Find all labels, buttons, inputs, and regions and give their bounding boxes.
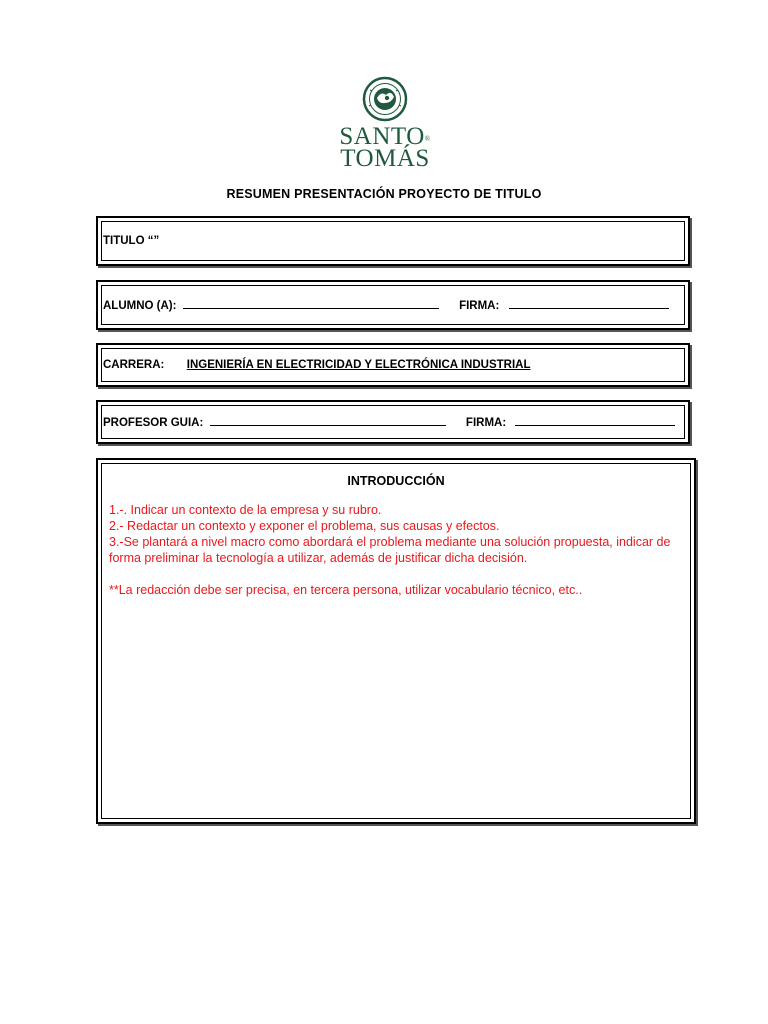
profesor-firma-label: FIRMA:: [465, 417, 507, 429]
alumno-name-line[interactable]: [183, 298, 439, 309]
instruction-item-3: 3.-Se plantará a nivel macro como abordará el problema mediante una solución propuesta, indicar de forma preliminar la tecnología a utilizar, además de justificar dicha decisión.: [109, 535, 671, 565]
profesor-name-line[interactable]: [210, 415, 446, 426]
profesor-box: [96, 400, 690, 444]
introduccion-box[interactable]: [96, 458, 696, 824]
document-title: RESUMEN PRESENTACIÓN PROYECTO DE TITULO: [226, 187, 542, 201]
alumno-firma-label: FIRMA:: [459, 300, 500, 312]
instruction-item-1: 1.-. Indicar un contexto de la empresa y su rubro.: [109, 503, 382, 517]
brand-line-2: TOMÁS: [340, 145, 430, 172]
alumno-box: [96, 280, 690, 330]
registered-mark: ®: [424, 135, 431, 143]
brand-line-1: SANTO: [339, 123, 425, 150]
instruction-item-2: 2.- Redactar un contexto y exponer el problema, sus causas y efectos.: [109, 519, 500, 533]
santo-tomas-logo: [330, 76, 440, 176]
instruction-note: **La redacción debe ser precisa, en tercera persona, utilizar vocabulario técnico, etc..: [109, 583, 583, 597]
titulo-box[interactable]: [96, 216, 690, 266]
carrera-box: [96, 343, 690, 387]
carrera-label: CARRERA:: [103, 359, 165, 371]
introduccion-instructions: [109, 502, 689, 598]
alumno-label: ALUMNO (A):: [103, 300, 177, 312]
alumno-firma-line[interactable]: [509, 298, 669, 309]
alumno-row: [103, 298, 669, 312]
carrera-value: INGENIERÍA EN ELECTRICIDAD Y ELECTRÓNICA INDUSTRIAL: [186, 359, 531, 371]
university-seal-icon: [360, 76, 410, 122]
profesor-label: PROFESOR GUIA:: [103, 417, 204, 429]
profesor-row: [103, 415, 675, 429]
titulo-label: TITULO “”: [103, 235, 160, 247]
carrera-row: [103, 359, 531, 371]
brand-wordmark: [330, 123, 440, 172]
introduccion-heading: INTRODUCCIÓN: [347, 474, 445, 488]
profesor-firma-line[interactable]: [515, 415, 675, 426]
